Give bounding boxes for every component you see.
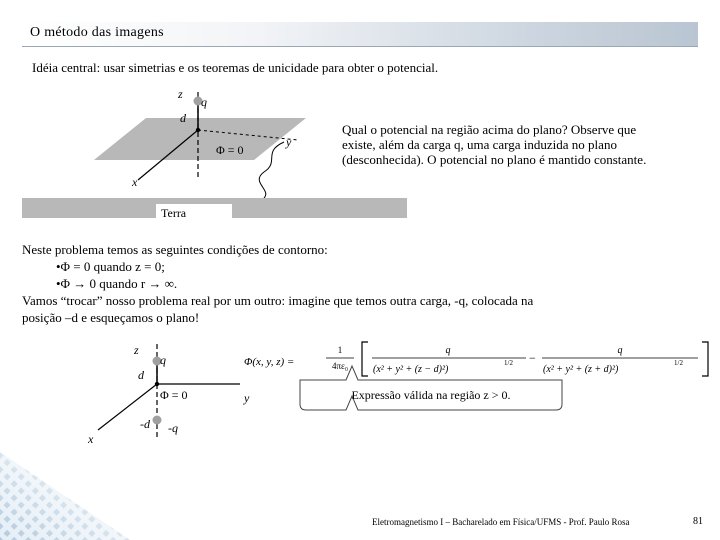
term1-numerator: q bbox=[445, 345, 451, 356]
d2-minus-d-label: -d bbox=[140, 417, 150, 431]
term1-power: 1/2 bbox=[504, 359, 513, 367]
boundary-intro: Neste problema temos as seguintes condições de contorno: bbox=[22, 242, 328, 257]
d2-phi-label: Φ = 0 bbox=[160, 388, 188, 402]
term2-numerator: q bbox=[617, 345, 623, 356]
origin-point-2 bbox=[155, 382, 159, 386]
ground-label: Terra bbox=[161, 206, 187, 220]
left-bracket bbox=[362, 342, 368, 376]
page-number: 81 bbox=[693, 516, 703, 527]
title-bar bbox=[22, 22, 698, 47]
question-line-3: (desconhecida). O potencial no plano é mantido constante. bbox=[342, 152, 647, 167]
origin-point bbox=[196, 128, 200, 132]
condition-2: •Φ → 0 quando r → ∞. bbox=[56, 276, 178, 291]
slide-title: O método das imagens bbox=[30, 25, 164, 40]
corner-decoration bbox=[0, 452, 130, 540]
minus-sign: − bbox=[529, 351, 536, 365]
potential-formula bbox=[238, 336, 720, 436]
d1-z-label: z bbox=[178, 87, 183, 101]
question-line-1: Qual o potencial na região acima do plano? Observe que bbox=[342, 122, 637, 137]
d1-y-label: y bbox=[286, 135, 292, 149]
d2-q-label: q bbox=[160, 353, 166, 367]
d1-d-label: d bbox=[180, 111, 186, 125]
footer-text: Eletromagnetismo I – Bacharelado em Física/UFMS - Prof. Paulo Rosa bbox=[372, 517, 630, 527]
prefactor-denominator: 4πε₀ bbox=[332, 361, 348, 371]
term1-denominator: (x² + y² + (z − d)²) bbox=[373, 364, 449, 375]
image-text-line-1: Vamos “trocar” nosso problema real por um outro: imagine que temos outra carga, -q, colocada na bbox=[22, 293, 534, 308]
image-charge bbox=[153, 416, 162, 425]
d1-x-label: x bbox=[132, 175, 138, 189]
d1-q-label: q bbox=[201, 95, 207, 109]
conducting-plane bbox=[94, 118, 306, 160]
question-text bbox=[342, 122, 646, 167]
d2-x-label: x bbox=[88, 432, 94, 446]
term2-denominator: (x² + y² + (z + d)²) bbox=[543, 364, 619, 375]
d2-z-label: z bbox=[134, 343, 139, 357]
d2-d-label: d bbox=[138, 368, 144, 382]
condition-1: •Φ = 0 quando z = 0; bbox=[56, 259, 165, 274]
formula-lhs: Φ(x, y, z) = bbox=[244, 356, 295, 368]
d1-phi-label: Φ = 0 bbox=[216, 143, 244, 157]
central-idea: Idéia central: usar simetrias e os teoremas de unicidade para obter o potencial. bbox=[32, 60, 439, 75]
right-bracket bbox=[702, 342, 708, 376]
image-text-line-2: posição –d e esqueçamos o plano! bbox=[22, 310, 200, 325]
prefactor-numerator: 1 bbox=[337, 345, 343, 355]
question-line-2: existe, além da carga q, uma carga induzida no plano bbox=[342, 137, 617, 152]
d2-minus-q-label: -q bbox=[168, 421, 178, 435]
term2-power: 1/2 bbox=[674, 359, 683, 367]
d2-y-label: y bbox=[244, 391, 250, 405]
callout-text: Expressão válida na região z > 0. bbox=[351, 388, 511, 402]
image-charge-diagram bbox=[0, 336, 260, 448]
